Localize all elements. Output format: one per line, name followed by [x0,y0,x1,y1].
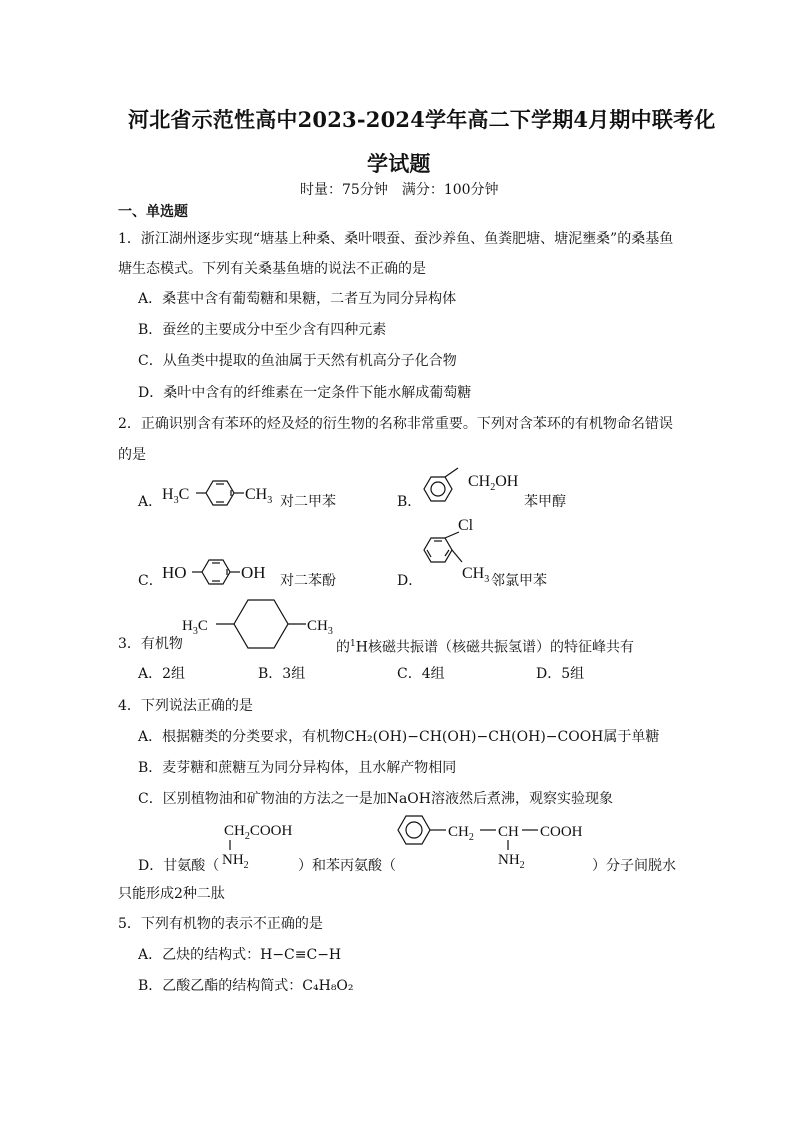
benzyl-alcohol-structure [418,466,528,510]
page-title-continued: 学试题 [367,151,431,176]
svg-text:H3C: $H_3C$ [182,618,208,637]
option-b-name: 苯甲醇 [524,494,566,510]
p-xylene-structure [160,470,282,514]
option-b: B．3组 [258,666,306,682]
option-b: B．乙酸乙酯的结构简式：C₄H₈O₂ [138,978,354,994]
option-d-part4: 只能形成2种二肽 [118,886,225,902]
svg-text:NH2: $NH_2$ [498,852,525,870]
phenylalanine-structure [392,808,592,870]
svg-text:Cl: Cl [458,517,474,534]
question-stem-suffix: 的$^1$H核磁共振谱（核磁共振氢谱）的特征峰共有 [336,639,634,656]
option-d-name: 邻氯甲苯 [491,573,547,589]
option-b-letter: B． [397,494,422,510]
svg-text:OH: OH [241,563,266,582]
svg-text:NH2: $NH_2$ [222,852,249,870]
option-c: C．区别植物油和矿物油的方法之一是加NaOH溶液然后煮沸，观察实验现象 [138,791,613,807]
option-a: A．2组 [138,666,186,682]
option-c-name: 对二苯酚 [280,573,336,589]
glycine-structure [216,818,296,870]
option-d-part2: ）和苯丙氨酸（ [298,858,396,874]
svg-text:H3C: $H_3C$ [162,486,190,506]
svg-text:CH2COOH: $CH_2COOH$ [224,823,293,842]
question-stem: 2．正确识别含有苯环的烃及烃的衍生物的名称非常重要。下列对含苯环的有机物命名错误 [118,416,673,432]
svg-text:CH: CH [498,824,519,840]
question-stem: 1．浙江湖州逐步实现“塘基上种桑、桑叶喂蚕、蚕沙养鱼、鱼粪肥塘、塘泥壅桑”的桑基鱼 [118,231,674,247]
question-stem: 的是 [118,447,146,463]
option-c: C．从鱼类中提取的鱼油属于天然有机高分子化合物 [138,353,457,369]
svg-text:COOH: COOH [540,824,583,840]
option-d-part1: D．甘氨酸（ [138,858,220,874]
svg-text:CH2: $CH_2$ [448,824,474,843]
option-a: A．根据糖类的分类要求，有机物CH₂(OH)−CH(OH)−CH(OH)−COOH属于单糖 [138,729,660,745]
option-c-letter: C． [138,573,163,589]
page-title: 河北省示范性高中2023-2024学年高二下学期4月期中联考化 [128,107,716,132]
option-d: D．桑叶中含有的纤维素在一定条件下能水解成葡萄糖 [138,385,472,401]
dimethylcyclohexane-structure [180,594,340,660]
option-b: B．麦芽糖和蔗糖互为同分异构体，且水解产物相同 [138,760,457,776]
question-stem: 4．下列说法正确的是 [118,698,253,714]
svg-text:HO: HO [162,563,187,582]
svg-text:CH3: $CH_3$ [462,565,490,585]
svg-text:CH3: $CH_3$ [307,618,333,637]
section-heading: 一、单选题 [118,204,188,220]
svg-text:CH3: $CH_3$ [245,486,273,506]
option-d-letter: D． [397,573,423,589]
option-b: B．蚕丝的主要成分中至少含有四种元素 [138,322,387,338]
option-a: A．桑葚中含有葡萄糖和果糖，二者互为同分异构体 [138,291,457,307]
option-a-name: 对二甲苯 [280,494,336,510]
option-d: D．5组 [536,666,585,682]
hydroquinone-structure [160,550,282,594]
option-c: C．4组 [397,666,445,682]
option-d-part3: ）分子间脱水 [592,858,676,874]
question-stem: 塘生态模式。下列有关桑基鱼塘的说法不正确的是 [118,261,426,277]
question-stem: 5．下列有机物的表示不正确的是 [118,916,323,932]
exam-meta: 时量：75分钟 满分：100分钟 [300,182,499,198]
option-a-letter: A． [138,494,163,510]
option-a: A．乙炔的结构式：H−C≡C−H [138,947,342,963]
svg-text:CH2OH: $CH_2OH$ [468,473,519,493]
question-stem-prefix: 3．有机物 [118,636,183,652]
